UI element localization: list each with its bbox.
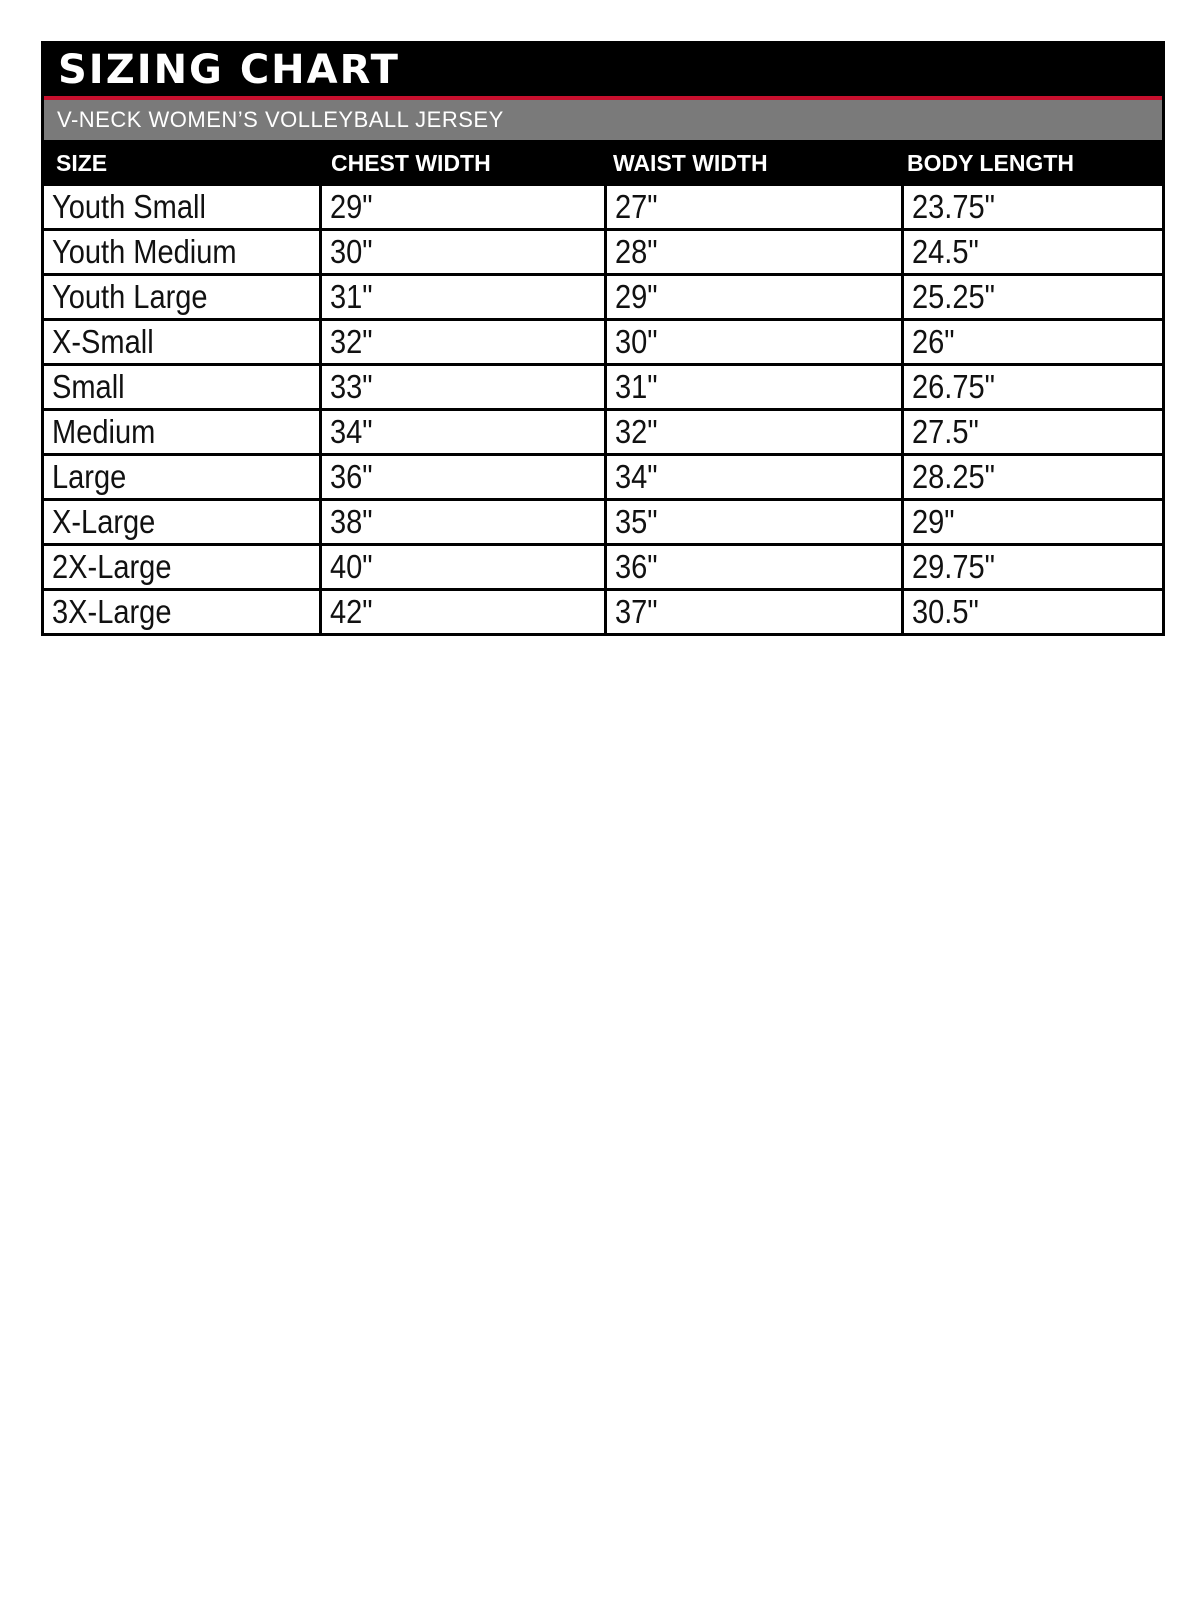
cell-value: Youth Small <box>52 188 206 225</box>
table-cell-body-length <box>904 501 1162 543</box>
table-cell-size <box>44 501 319 543</box>
table-cell-size <box>44 231 319 273</box>
cell-value: 27" <box>615 188 658 225</box>
cell-value: X-Small <box>52 323 154 360</box>
cell-value: X-Large <box>52 503 156 540</box>
cell-value: 32" <box>615 413 658 450</box>
table-cell-body-length <box>904 321 1162 363</box>
table-cell-size <box>44 591 319 633</box>
cell-value: 28" <box>615 233 658 270</box>
table-cell-waist-width <box>607 321 901 363</box>
sizing-chart <box>41 41 1165 636</box>
cell-value: 31" <box>330 278 373 315</box>
cell-value: 29.75" <box>912 548 995 585</box>
cell-value: Youth Medium <box>52 233 237 270</box>
cell-value: Medium <box>52 413 156 450</box>
cell-value: 29" <box>330 188 373 225</box>
cell-value: 40" <box>330 548 373 585</box>
table-cell-body-length <box>904 456 1162 498</box>
cell-value: 29" <box>912 503 955 540</box>
table-cell-waist-width <box>607 186 901 228</box>
table-cell-body-length <box>904 186 1162 228</box>
table-cell-chest-width <box>322 276 604 318</box>
cell-value: 29" <box>615 278 658 315</box>
cell-value: Small <box>52 368 125 405</box>
table-cell-size <box>44 411 319 453</box>
table-cell-chest-width <box>322 231 604 273</box>
cell-value: Large <box>52 458 127 495</box>
table-cell-size <box>44 546 319 588</box>
table-cell-body-length <box>904 366 1162 408</box>
cell-value: Youth Large <box>52 278 208 315</box>
table-cell-waist-width <box>607 276 901 318</box>
table-cell-waist-width <box>607 411 901 453</box>
cell-value: 28.25" <box>912 458 995 495</box>
column-header-body-length: BODY LENGTH <box>907 149 1074 176</box>
table-cell-chest-width <box>322 366 604 408</box>
product-subtitle: V-NECK WOMEN’S VOLLEYBALL JERSEY <box>44 100 1162 140</box>
cell-value: 42" <box>330 593 373 630</box>
table-cell-chest-width <box>322 591 604 633</box>
cell-value: 30" <box>615 323 658 360</box>
cell-value: 24.5" <box>912 233 979 270</box>
size-table-body <box>44 186 1162 633</box>
cell-value: 34" <box>330 413 373 450</box>
table-cell-waist-width <box>607 456 901 498</box>
table-cell-chest-width <box>322 546 604 588</box>
table-cell-chest-width <box>322 411 604 453</box>
cell-value: 30" <box>330 233 373 270</box>
cell-value: 2X-Large <box>52 548 172 585</box>
table-cell-waist-width <box>607 366 901 408</box>
table-cell-size <box>44 276 319 318</box>
cell-value: 30.5" <box>912 593 979 630</box>
cell-value: 25.25" <box>912 278 995 315</box>
cell-value: 23.75" <box>912 188 995 225</box>
column-header-chest-width: CHEST WIDTH <box>331 149 491 176</box>
table-cell-chest-width <box>322 501 604 543</box>
cell-value: 38" <box>330 503 373 540</box>
table-cell-size <box>44 321 319 363</box>
cell-value: 27.5" <box>912 413 979 450</box>
cell-value: 33" <box>330 368 373 405</box>
table-cell-body-length <box>904 591 1162 633</box>
cell-value: 32" <box>330 323 373 360</box>
cell-value: 36" <box>330 458 373 495</box>
table-cell-waist-width <box>607 501 901 543</box>
cell-value: 3X-Large <box>52 593 172 630</box>
cell-value: 36" <box>615 548 658 585</box>
table-cell-chest-width <box>322 456 604 498</box>
table-cell-waist-width <box>607 231 901 273</box>
cell-value: 26" <box>912 323 955 360</box>
table-cell-waist-width <box>607 591 901 633</box>
table-cell-body-length <box>904 276 1162 318</box>
table-header <box>44 140 1162 186</box>
cell-value: 26.75" <box>912 368 995 405</box>
column-header-waist-width: WAIST WIDTH <box>613 149 768 176</box>
table-cell-size <box>44 186 319 228</box>
cell-value: 37" <box>615 593 658 630</box>
chart-title: SIZING CHART <box>58 47 400 93</box>
column-header-size: SIZE <box>56 149 108 176</box>
table-cell-body-length <box>904 231 1162 273</box>
cell-value: 35" <box>615 503 658 540</box>
table-cell-body-length <box>904 411 1162 453</box>
table-cell-waist-width <box>607 546 901 588</box>
table-cell-size <box>44 456 319 498</box>
table-cell-size <box>44 366 319 408</box>
table-cell-body-length <box>904 546 1162 588</box>
cell-value: 31" <box>615 368 658 405</box>
table-cell-chest-width <box>322 186 604 228</box>
table-cell-chest-width <box>322 321 604 363</box>
cell-value: 34" <box>615 458 658 495</box>
